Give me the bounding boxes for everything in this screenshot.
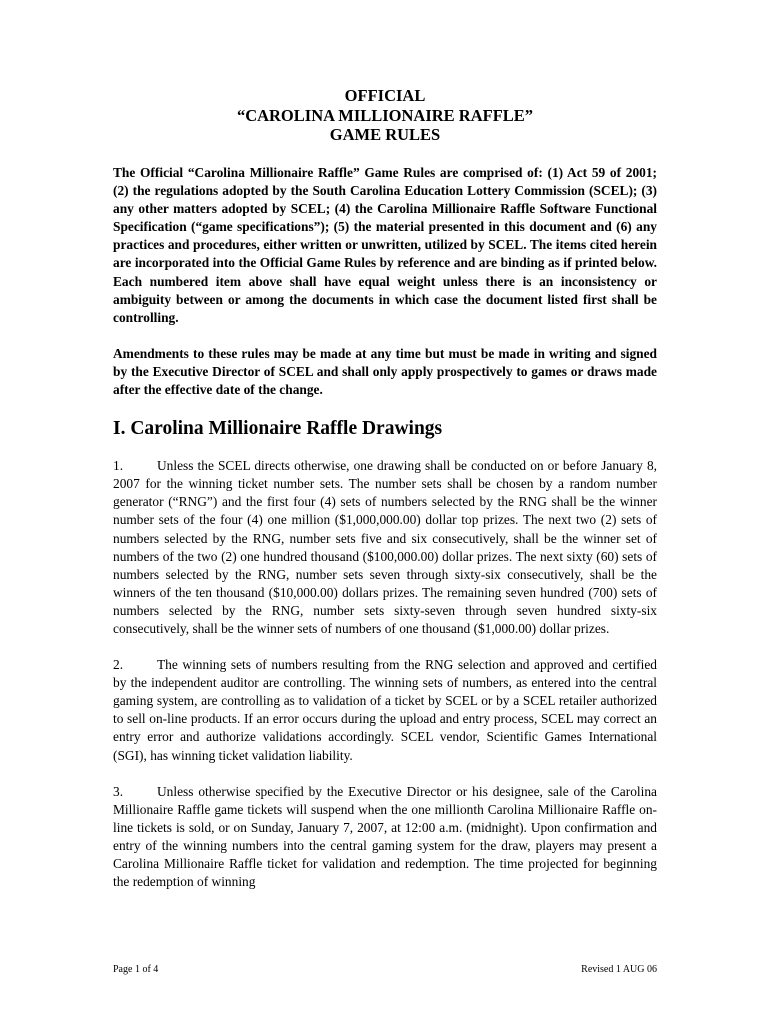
document-title [0, 86, 770, 145]
intro-paragraph-composition: The Official “Carolina Millionaire Raffle” Game Rules are comprised of: (1) Act 59 of 2001; (2) the regulations adopted by the South Carolina Education Lottery Commission (SCEL); (3) any other matters adopted by SCEL; (4) the Carolina Millionaire Raffle Software Functional Specification (“game specifications”); (5) the material presented in this document and (6) any practices and procedures, either written or unwritten, utilized by SCEL. The items cited herein are incorporated into the Official Game Rules by reference and are binding as if printed below. Each numbered item above shall have equal weight unless there is an inconsistency or ambiguity between or among the documents in which case the document listed first shall be controlling. [113, 165, 657, 325]
title-line-official: OFFICIAL [344, 86, 426, 105]
title-line-game-rules: GAME RULES [329, 125, 441, 144]
rule-item-2 [113, 656, 657, 765]
rule-text: The winning sets of numbers resulting from the RNG selection and approved and certified by the independent auditor are controlling. The winning sets of numbers, as entered into the central gaming system, are controlling as to validation of a ticket by SCEL or by a SCEL retailer authorized to sell on-line products. If an error occurs during the upload and entry process, SCEL may correct an entry error and authorize validations accordingly. SCEL vendor, Scientific Games International (SGI), has winning ticket validation liability. [113, 657, 657, 763]
rule-item-1 [113, 457, 657, 638]
document-body [113, 164, 657, 909]
rule-text: Unless otherwise specified by the Executive Director or his designee, sale of the Carolina Millionaire Raffle game tickets will suspend when the one millionth Carolina Millionaire Raffle on-line tickets is sold, or on Sunday, January 7, 2007, at 12:00 a.m. (midnight). Upon confirmation and entry of the winning numbers into the central gaming system for the draw, players may present a Carolina Millionaire Raffle ticket for validation and redemption. The time projected for beginning the redemption of winning [113, 783, 657, 890]
rule-number: 1. [113, 458, 124, 474]
rule-text: Unless the SCEL directs otherwise, one drawing shall be conducted on or before January 8, 2007 for the winning ticket number sets. The number sets shall be chosen by a random number generator (“RNG”) and the first four (4) sets of numbers selected by the RNG shall be the winner number sets of the four (4) one million ($1,000,000.00) dollar top prizes. The next two (2) sets of numbers selected by the RNG, number sets five and six consecutively, shall be the winner set of numbers of the two (2) one hundred thousand ($100,000.00) dollar prizes. The next sixty (60) sets of numbers selected by the RNG, number sets seven through sixty-six consecutively, shall be the winners of the ten thousand ($10,000.00) dollars prizes. The remaining seven hundred (700) sets of numbers selected by the RNG, number sets sixty-seven through seven hundred sixty-six consecutively, shall be the winner sets of numbers of one thousand ($1,000.00) dollar prizes. [113, 458, 657, 636]
title-line-game-name: “CAROLINA MILLIONAIRE RAFFLE” [236, 105, 534, 125]
page-number: Page 1 of 4 [113, 964, 159, 975]
rule-number: 2. [113, 657, 124, 673]
section-heading-drawings: I. Carolina Millionaire Raffle Drawings [113, 418, 443, 440]
intro-paragraph-amendments: Amendments to these rules may be made at any time but must be made in writing and signed by the Executive Director of SCEL and shall only apply prospectively to games or draws made after the effective date of the change. [113, 345, 657, 398]
rule-number: 3. [113, 783, 124, 799]
rule-item-3 [113, 783, 657, 892]
revision-date: Revised 1 AUG 06 [581, 964, 657, 975]
page-footer [113, 964, 657, 976]
